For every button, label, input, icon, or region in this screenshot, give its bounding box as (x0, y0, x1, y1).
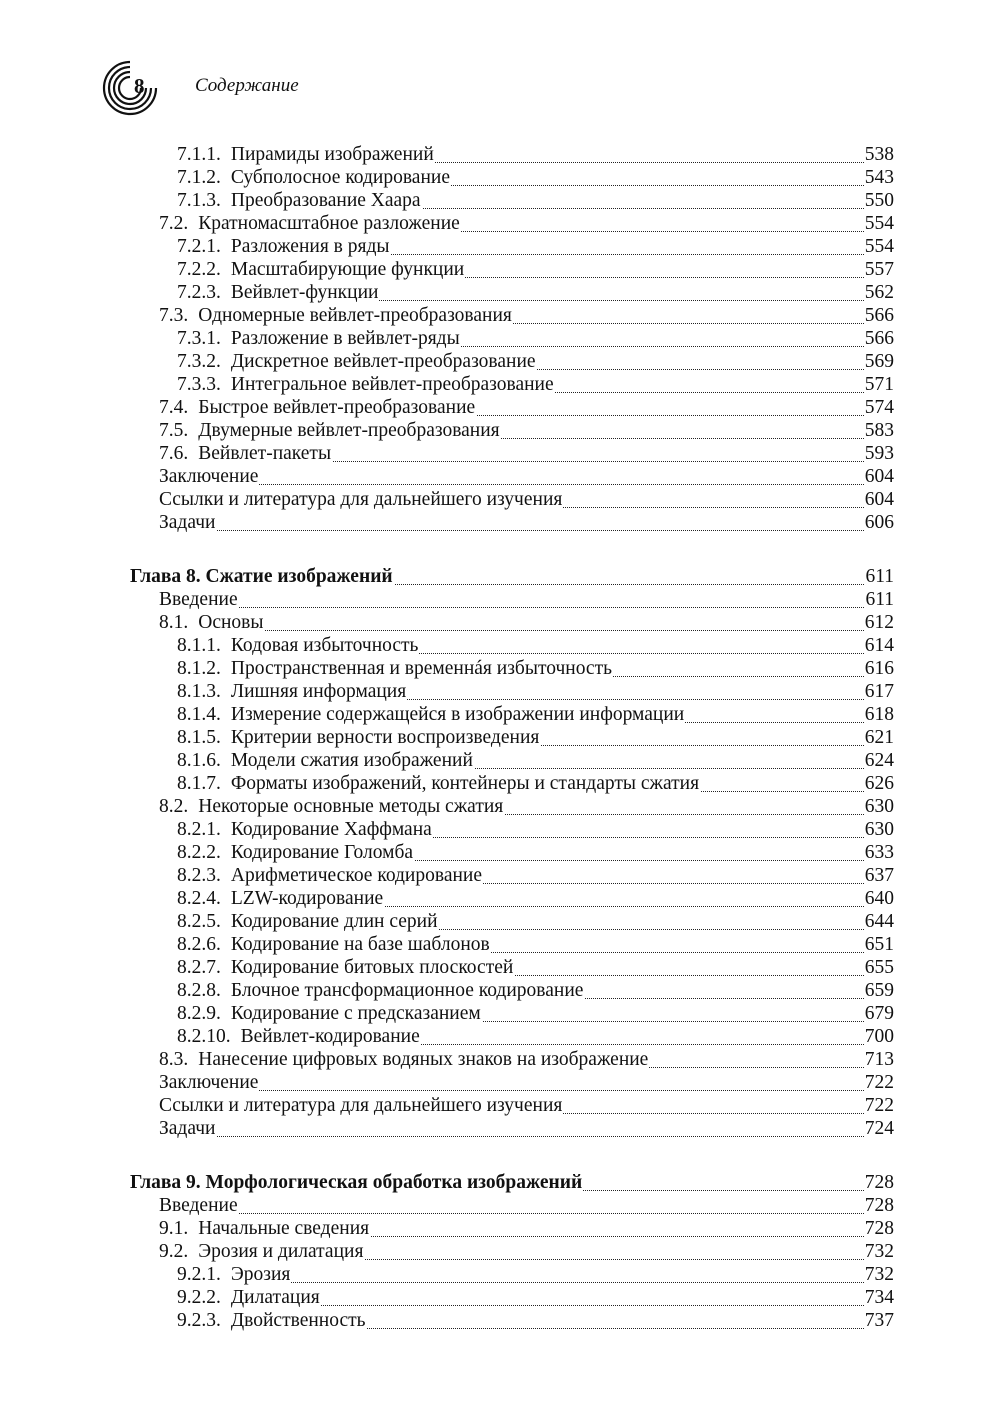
toc-entry-number: 7.1.1. (177, 144, 221, 165)
toc-entry-title: Вейвлет-функции (230, 282, 379, 303)
toc-entry-page: 640 (864, 888, 894, 909)
toc-entry-number: 7.1.2. (177, 167, 221, 188)
toc-entry-title: LZW-кодирование (230, 888, 384, 909)
toc-entry-page: 566 (864, 328, 894, 349)
toc-entry-label (177, 887, 384, 910)
toc-entry-page: 621 (864, 727, 894, 748)
toc-entry[interactable] (130, 841, 894, 864)
toc-entry-label (177, 1025, 421, 1048)
toc-entry[interactable] (130, 726, 894, 749)
toc-entry-number: 9.1. (159, 1218, 189, 1239)
toc-entry-number: 8.2.1. (177, 819, 221, 840)
toc-entry-title: Эрозия и дилатация (198, 1241, 364, 1262)
toc-entry-label (159, 419, 501, 442)
spiral-logo-icon (100, 58, 160, 118)
toc-entry-title: Кодирование с предсказанием (230, 1003, 481, 1024)
toc-entry-page: 606 (864, 512, 894, 533)
toc-entry-page: 633 (864, 842, 894, 863)
toc-entry[interactable] (130, 657, 894, 680)
toc-entry[interactable] (130, 304, 894, 327)
toc-entry-title: Дилатация (230, 1287, 320, 1308)
toc-entry[interactable] (130, 511, 894, 534)
toc-entry[interactable] (130, 1286, 894, 1309)
chapter-gap (130, 534, 894, 565)
toc-entry-title: Кратномасштабное разложение (198, 213, 460, 234)
dot-leader (159, 1088, 864, 1091)
toc-entry-number: 9.2.3. (177, 1310, 221, 1331)
dot-leader (159, 528, 864, 531)
toc-entry-title: Ссылки и литература для дальнейшего изучения (159, 489, 563, 510)
toc-entry-number: 7.1.3. (177, 190, 221, 211)
toc-entry-title: Измерение содержащейся в изображении информации (230, 704, 685, 725)
toc-entry-page: 722 (864, 1072, 894, 1093)
toc-entry-title: Пространственная и временнáя избыточность (230, 658, 613, 679)
toc-entry-title: Вейвлет-пакеты (198, 443, 332, 464)
toc-entry-page: 611 (865, 589, 894, 610)
toc-entry-title: Ссылки и литература для дальнейшего изучения (159, 1095, 563, 1116)
toc-entry-number: 8.1.4. (177, 704, 221, 725)
toc-entry[interactable] (130, 212, 894, 235)
toc-entry-page: 571 (864, 374, 894, 395)
toc-entry-number: 7.5. (159, 420, 189, 441)
toc-entry-page: 554 (864, 213, 894, 234)
toc-entry-page: 651 (864, 934, 894, 955)
toc-entry-number: 8.2.10. (177, 1026, 231, 1047)
toc-entry-label (177, 933, 491, 956)
toc-entry[interactable] (130, 327, 894, 350)
toc-entry-label (177, 680, 407, 703)
toc-entry[interactable] (130, 887, 894, 910)
toc-entry-page: 611 (865, 566, 894, 587)
toc-entry-title: Дискретное вейвлет-преобразование (230, 351, 536, 372)
toc-entry[interactable] (130, 1002, 894, 1025)
toc-entry-title: Форматы изображений, контейнеры и стандарты сжатия (230, 773, 700, 794)
toc-entry-title: Масштабирующие функции (230, 259, 465, 280)
toc-entry-page: 593 (864, 443, 894, 464)
toc-entry[interactable] (130, 1194, 894, 1217)
toc-entry-label (159, 442, 332, 465)
toc-entry-page: 614 (864, 635, 894, 656)
toc-entry-title: Кодирование Голомба (230, 842, 414, 863)
dot-leader (159, 482, 864, 485)
toc-entry[interactable] (130, 772, 894, 795)
toc-entry-page: 566 (864, 305, 894, 326)
toc-entry-page: 626 (864, 773, 894, 794)
toc-entry[interactable] (130, 373, 894, 396)
toc-entry-number: 7.2.2. (177, 259, 221, 280)
toc-entry-page: 722 (864, 1095, 894, 1116)
toc-entry-number: 7.4. (159, 397, 189, 418)
toc-entry-page: 550 (864, 190, 894, 211)
toc-entry-label (159, 1048, 649, 1071)
toc-chapter-entry[interactable] (130, 565, 894, 588)
toc-entry[interactable] (130, 956, 894, 979)
toc-entry-label (177, 772, 700, 795)
toc-entry-page: 616 (864, 658, 894, 679)
toc-entry[interactable] (130, 1263, 894, 1286)
page-header (100, 58, 500, 118)
toc-entry-number: 8.1.1. (177, 635, 221, 656)
toc-entry-label (159, 1094, 563, 1117)
toc-entry-page: 713 (864, 1049, 894, 1070)
toc-entry[interactable] (130, 1117, 894, 1140)
toc-entry[interactable] (130, 588, 894, 611)
toc-entry[interactable] (130, 235, 894, 258)
toc-entry-title: Введение (159, 589, 238, 610)
toc-entry-label (177, 281, 379, 304)
toc-entry[interactable] (130, 396, 894, 419)
toc-entry-label (177, 657, 613, 680)
toc-entry-page: 700 (864, 1026, 894, 1047)
toc-entry-label (177, 910, 439, 933)
toc-entry-title: Начальные сведения (198, 1218, 370, 1239)
toc-entry-page: 659 (864, 980, 894, 1001)
toc-entry-title: Глава 9. Морфологическая обработка изображений (130, 1172, 583, 1193)
toc-entry-title: Глава 8. Сжатие изображений (130, 566, 393, 587)
toc-entry-title: Лишняя информация (230, 681, 407, 702)
toc-entry-label (159, 304, 513, 327)
toc-entry[interactable] (130, 703, 894, 726)
toc-entry[interactable] (130, 611, 894, 634)
toc-entry-title: Быстрое вейвлет-преобразование (198, 397, 476, 418)
toc-entry-page: 679 (864, 1003, 894, 1024)
toc-entry-title: Введение (159, 1195, 238, 1216)
toc-entry-label (177, 373, 555, 396)
toc-entry-title: Кодирование длин серий (230, 911, 438, 932)
toc-entry-number: 8.2.8. (177, 980, 221, 1001)
toc-entry[interactable] (130, 166, 894, 189)
toc-entry-title: Вейвлет-кодирование (240, 1026, 420, 1047)
toc-entry-title: Одномерные вейвлет-преобразования (198, 305, 512, 326)
toc-entry-number: 8.2.7. (177, 957, 221, 978)
toc-entry[interactable] (130, 749, 894, 772)
toc-entry-title: Основы (198, 612, 264, 633)
toc-entry-number: 8.2.9. (177, 1003, 221, 1024)
toc-entry-title: Заключение (159, 1072, 259, 1093)
toc-entry-label (159, 1117, 216, 1140)
toc-entry-label (177, 258, 465, 281)
toc-entry[interactable] (130, 1094, 894, 1117)
toc-entry-number: 8.1.2. (177, 658, 221, 679)
toc-entry-page: 562 (864, 282, 894, 303)
toc-entry[interactable] (130, 419, 894, 442)
toc-entry-number: 8.2.6. (177, 934, 221, 955)
toc-entry-page: 612 (864, 612, 894, 633)
dot-leader (159, 605, 864, 608)
toc-entry-number: 8.1.7. (177, 773, 221, 794)
toc-entry-label (130, 1171, 583, 1194)
toc-entry-title: Задачи (159, 512, 216, 533)
toc-entry-title: Кодовая избыточность (230, 635, 419, 656)
toc-entry-page: 728 (864, 1218, 894, 1239)
toc-entry-page: 630 (864, 796, 894, 817)
page-number: 8 (134, 74, 145, 98)
toc-entry-page: 557 (864, 259, 894, 280)
toc-entry-page: 655 (864, 957, 894, 978)
toc-entry-number: 7.2.1. (177, 236, 221, 257)
toc-entry-number: 8.2.3. (177, 865, 221, 886)
running-title: Содержание (195, 75, 299, 96)
toc-entry-page: 604 (864, 466, 894, 487)
toc-entry-number: 8.2.5. (177, 911, 221, 932)
toc-entry[interactable] (130, 488, 894, 511)
toc-entry[interactable] (130, 1240, 894, 1263)
toc-entry-title: Критерии верности воспроизведения (230, 727, 540, 748)
toc-entry-label (159, 1240, 364, 1263)
toc-entry[interactable] (130, 281, 894, 304)
toc-entry-label (177, 1263, 291, 1286)
toc-entry[interactable] (130, 189, 894, 212)
toc-entry-label (130, 565, 394, 588)
toc-entry-page: 724 (864, 1118, 894, 1139)
toc-entry-number: 7.3.1. (177, 328, 221, 349)
toc-entry-label (177, 634, 419, 657)
toc-entry-page: 554 (864, 236, 894, 257)
toc-entry-label (159, 396, 476, 419)
toc-entry-label (177, 1286, 321, 1309)
toc-entry-label (177, 749, 474, 772)
toc-entry[interactable] (130, 350, 894, 373)
toc-entry-title: Преобразование Хаара (230, 190, 421, 211)
toc-entry-number: 7.3. (159, 305, 189, 326)
toc-entry-label (159, 795, 504, 818)
toc-entry-label (159, 511, 216, 534)
toc-entry-label (159, 1194, 239, 1217)
toc-entry-title: Модели сжатия изображений (230, 750, 473, 771)
toc-entry-title: Задачи (159, 1118, 216, 1139)
toc-entry-label (177, 143, 435, 166)
toc-entry-label (177, 327, 461, 350)
toc-entry-number: 8.3. (159, 1049, 189, 1070)
toc-entry-page: 543 (864, 167, 894, 188)
toc-entry-title: Кодирование битовых плоскостей (230, 957, 514, 978)
toc-entry-number: 7.2. (159, 213, 189, 234)
toc-entry-label (177, 235, 390, 258)
toc-entry-page: 644 (864, 911, 894, 932)
toc-entry-title: Разложения в ряды (230, 236, 390, 257)
toc-entry-number: 8.1. (159, 612, 189, 633)
toc-entry-number: 8.2. (159, 796, 189, 817)
toc-entry-title: Кодирование Хаффмана (230, 819, 432, 840)
toc-entry-label (159, 1217, 370, 1240)
toc-entry-number: 9.2.1. (177, 1264, 221, 1285)
toc-entry-label (159, 465, 259, 488)
toc-entry-label (177, 350, 537, 373)
toc-entry[interactable] (130, 258, 894, 281)
toc-entry[interactable] (130, 1025, 894, 1048)
toc-entry-title: Кодирование на базе шаблонов (230, 934, 490, 955)
toc-entry-number: 9.2. (159, 1241, 189, 1262)
dot-leader (159, 628, 864, 631)
toc-entry-title: Блочное трансформационное кодирование (230, 980, 584, 1001)
toc-entry-page: 734 (864, 1287, 894, 1308)
toc-entry-number: 7.6. (159, 443, 189, 464)
toc-entry-number: 9.2.2. (177, 1287, 221, 1308)
toc-entry-label (159, 588, 239, 611)
toc-entry-label (177, 1002, 482, 1025)
toc-entry-title: Эрозия (230, 1264, 291, 1285)
toc-entry[interactable] (130, 1048, 894, 1071)
toc-entry-number: 7.2.3. (177, 282, 221, 303)
toc-entry[interactable] (130, 1071, 894, 1094)
toc-entry-page: 617 (864, 681, 894, 702)
dot-leader (159, 1211, 864, 1214)
toc-entry-label (177, 979, 584, 1002)
toc-entry[interactable] (130, 795, 894, 818)
toc-entry-label (177, 864, 483, 887)
toc-entry-page: 728 (864, 1172, 894, 1193)
toc-entry-label (177, 189, 422, 212)
toc-entry-title: Пирамиды изображений (230, 144, 434, 165)
toc-entry[interactable] (130, 680, 894, 703)
toc-entry[interactable] (130, 864, 894, 887)
toc-entry[interactable] (130, 634, 894, 657)
toc-entry-label (177, 703, 685, 726)
toc-entry[interactable] (130, 465, 894, 488)
table-of-contents (130, 143, 894, 1332)
toc-entry[interactable] (130, 818, 894, 841)
toc-entry-page: 574 (864, 397, 894, 418)
toc-entry-page: 583 (864, 420, 894, 441)
toc-entry[interactable] (130, 910, 894, 933)
toc-entry-page: 732 (864, 1241, 894, 1262)
toc-entry-page: 630 (864, 819, 894, 840)
toc-entry-number: 8.2.4. (177, 888, 221, 909)
toc-entry[interactable] (130, 979, 894, 1002)
toc-entry-number: 8.1.5. (177, 727, 221, 748)
toc-entry-label (159, 488, 563, 511)
toc-entry[interactable] (130, 1217, 894, 1240)
toc-entry[interactable] (130, 143, 894, 166)
toc-entry-title: Заключение (159, 466, 259, 487)
toc-entry-title: Двумерные вейвлет-преобразования (198, 420, 500, 441)
toc-entry[interactable] (130, 1309, 894, 1332)
toc-entry-page: 732 (864, 1264, 894, 1285)
toc-entry-label (159, 1071, 259, 1094)
toc-entry-title: Двойственность (230, 1310, 366, 1331)
toc-entry-title: Некоторые основные методы сжатия (198, 796, 504, 817)
toc-entry-title: Субполосное кодирование (230, 167, 450, 188)
toc-entry-title: Разложение в вейвлет-ряды (230, 328, 460, 349)
toc-entry-title: Интегральное вейвлет-преобразование (230, 374, 554, 395)
toc-entry-page: 538 (864, 144, 894, 165)
toc-entry[interactable] (130, 442, 894, 465)
toc-entry-number: 7.3.2. (177, 351, 221, 372)
toc-entry-page: 737 (864, 1310, 894, 1331)
toc-entry-label (159, 212, 461, 235)
toc-entry-label (159, 611, 264, 634)
toc-entry-label (177, 818, 433, 841)
toc-entry[interactable] (130, 933, 894, 956)
toc-entry-number: 8.2.2. (177, 842, 221, 863)
toc-entry-number: 8.1.6. (177, 750, 221, 771)
chapter-gap (130, 1140, 894, 1171)
toc-entry-page: 604 (864, 489, 894, 510)
toc-entry-page: 637 (864, 865, 894, 886)
toc-entry-label (177, 166, 451, 189)
toc-entry-page: 569 (864, 351, 894, 372)
toc-entry-number: 7.3.3. (177, 374, 221, 395)
toc-entry-title: Арифметическое кодирование (230, 865, 482, 886)
toc-entry-label (177, 956, 514, 979)
toc-entry-page: 728 (864, 1195, 894, 1216)
toc-entry-page: 618 (864, 704, 894, 725)
toc-entry-label (177, 841, 414, 864)
toc-entry-label (177, 726, 540, 749)
toc-entry-label (177, 1309, 367, 1332)
toc-entry-number: 8.1.3. (177, 681, 221, 702)
toc-entry-title: Нанесение цифровых водяных знаков на изображение (198, 1049, 649, 1070)
toc-entry-page: 624 (864, 750, 894, 771)
dot-leader (159, 1134, 864, 1137)
toc-chapter-entry[interactable] (130, 1171, 894, 1194)
